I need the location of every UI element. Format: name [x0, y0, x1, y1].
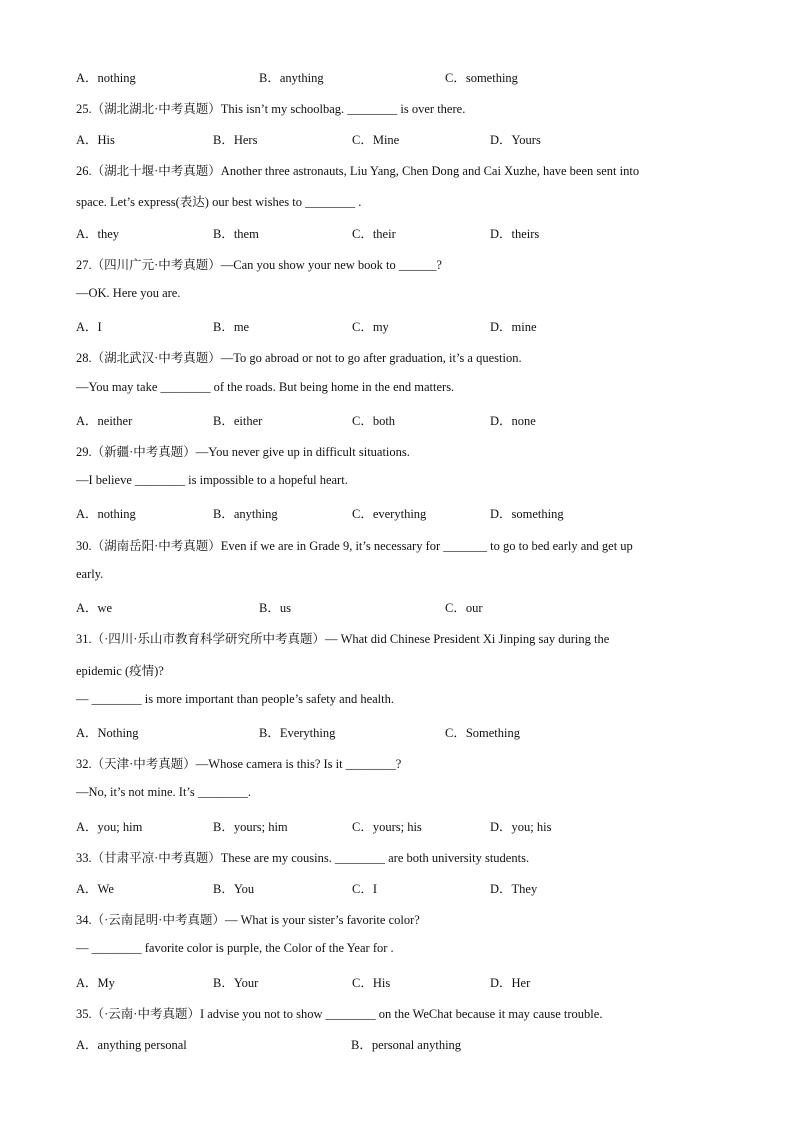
q35-options: [76, 1035, 754, 1053]
q29-option-b[interactable]: B．anything: [213, 507, 278, 521]
q28-stem-line2: —You may take ________ of the roads. But being home in the end matters.: [76, 380, 455, 394]
q26-options: [76, 224, 754, 242]
q32-option-d[interactable]: D．you; his: [490, 820, 552, 834]
q34-option-a[interactable]: A．My: [76, 976, 115, 990]
q24-option-c[interactable]: C．something: [445, 71, 518, 85]
q34-stem-line2: — ________ favorite color is purple, the Color of the Year for .: [76, 941, 394, 955]
q27-option-a[interactable]: A．I: [76, 320, 102, 334]
q28-option-b[interactable]: B．either: [213, 414, 263, 428]
q30-option-b[interactable]: B．us: [259, 601, 291, 615]
q25-option-c[interactable]: C．Mine: [352, 133, 400, 147]
q34-option-d[interactable]: D．Her: [490, 976, 531, 990]
q29-option-d[interactable]: D．something: [490, 507, 564, 521]
q32-stem-line1: 32.（天津·中考真题）—Whose camera is this? Is it ________?: [76, 757, 402, 771]
q30-options: [76, 598, 754, 616]
q27-option-d[interactable]: D．mine: [490, 320, 537, 334]
q28-option-d[interactable]: D．none: [490, 414, 536, 428]
q26-option-d[interactable]: D．theirs: [490, 227, 540, 241]
q29-options: [76, 504, 754, 522]
q31-option-b[interactable]: B．Everything: [259, 726, 336, 740]
q31-stem-line3: — ________ is more important than people’s safety and health.: [76, 692, 394, 706]
q33-option-b[interactable]: B．You: [213, 882, 255, 896]
q24-option-b[interactable]: B．anything: [259, 71, 324, 85]
q33-option-a[interactable]: A．We: [76, 882, 114, 896]
q30-stem-line2: early.: [76, 567, 104, 581]
q35-stem: 35.（·云南·中考真题）I advise you not to show ________ on the WeChat because it may cause trouble.: [76, 1007, 603, 1021]
q25-options: [76, 130, 754, 148]
q31-option-a[interactable]: A．Nothing: [76, 726, 139, 740]
q28-option-a[interactable]: A．neither: [76, 414, 133, 428]
q29-stem-line1: 29.（新疆·中考真题）—You never give up in difficult situations.: [76, 445, 410, 459]
q29-option-a[interactable]: A．nothing: [76, 507, 136, 521]
q27-stem-line1: 27.（四川广元·中考真题）—Can you show your new book to ______?: [76, 258, 442, 272]
q35-option-b[interactable]: B．personal anything: [351, 1038, 462, 1052]
q33-option-c[interactable]: C．I: [352, 882, 378, 896]
q25-stem: 25.（湖北湖北·中考真题）This isn’t my schoolbag. ________ is over there.: [76, 102, 466, 116]
q29-stem-line2: —I believe ________ is impossible to a hopeful heart.: [76, 473, 348, 487]
q32-option-a[interactable]: A．you; him: [76, 820, 143, 834]
q25-option-b[interactable]: B．Hers: [213, 133, 258, 147]
q32-option-c[interactable]: C．yours; his: [352, 820, 422, 834]
q26-stem-line2: space. Let’s express(表达) our best wishes to ________ .: [76, 195, 362, 209]
q25-option-a[interactable]: A．His: [76, 133, 115, 147]
q33-options: [76, 879, 754, 897]
q34-option-c[interactable]: C．His: [352, 976, 391, 990]
q29-option-c[interactable]: C．everything: [352, 507, 427, 521]
q32-option-b[interactable]: B．yours; him: [213, 820, 288, 834]
q30-option-a[interactable]: A．we: [76, 601, 113, 615]
q35-option-a[interactable]: A．anything personal: [76, 1038, 187, 1052]
q24-option-a[interactable]: A．nothing: [76, 71, 136, 85]
q31-options: [76, 723, 754, 741]
q30-stem-line1: 30.（湖南岳阳·中考真题）Even if we are in Grade 9, it’s necessary for _______ to go to bed early and get up: [76, 539, 633, 553]
q27-options: [76, 317, 754, 335]
q27-option-b[interactable]: B．me: [213, 320, 250, 334]
q32-stem-line2: —No, it’s not mine. It’s ________.: [76, 785, 251, 799]
q26-option-a[interactable]: A．they: [76, 227, 120, 241]
q31-option-c[interactable]: C．Something: [445, 726, 521, 740]
q32-options: [76, 817, 754, 835]
q28-stem-line1: 28.（湖北武汉·中考真题）—To go abroad or not to go after graduation, it’s a question.: [76, 351, 522, 365]
q27-option-c[interactable]: C．my: [352, 320, 389, 334]
q27-stem-line2: —OK. Here you are.: [76, 286, 181, 300]
q34-options: [76, 973, 754, 991]
q26-option-c[interactable]: C．their: [352, 227, 396, 241]
q30-option-c[interactable]: C．our: [445, 601, 483, 615]
q25-option-d[interactable]: D．Yours: [490, 133, 541, 147]
q31-stem-line2: epidemic (疫情)?: [76, 664, 164, 678]
q33-option-d[interactable]: D．They: [490, 882, 538, 896]
q28-option-c[interactable]: C．both: [352, 414, 396, 428]
q28-options: [76, 411, 754, 429]
q31-stem-line1: 31.（·四川·乐山市教育科学研究所中考真题）— What did Chinese President Xi Jinping say during the: [76, 632, 610, 646]
q34-option-b[interactable]: B．Your: [213, 976, 259, 990]
q26-option-b[interactable]: B．them: [213, 227, 259, 241]
q24-options: [76, 68, 754, 86]
q34-stem-line1: 34.（·云南昆明·中考真题）— What is your sister’s favorite color?: [76, 913, 420, 927]
q33-stem: 33.（甘肃平凉·中考真题）These are my cousins. ________ are both university students.: [76, 851, 530, 865]
q26-stem-line1: 26.（湖北十堰·中考真题）Another three astronauts, Liu Yang, Chen Dong and Cai Xuzhe, have been sent into: [76, 164, 640, 178]
